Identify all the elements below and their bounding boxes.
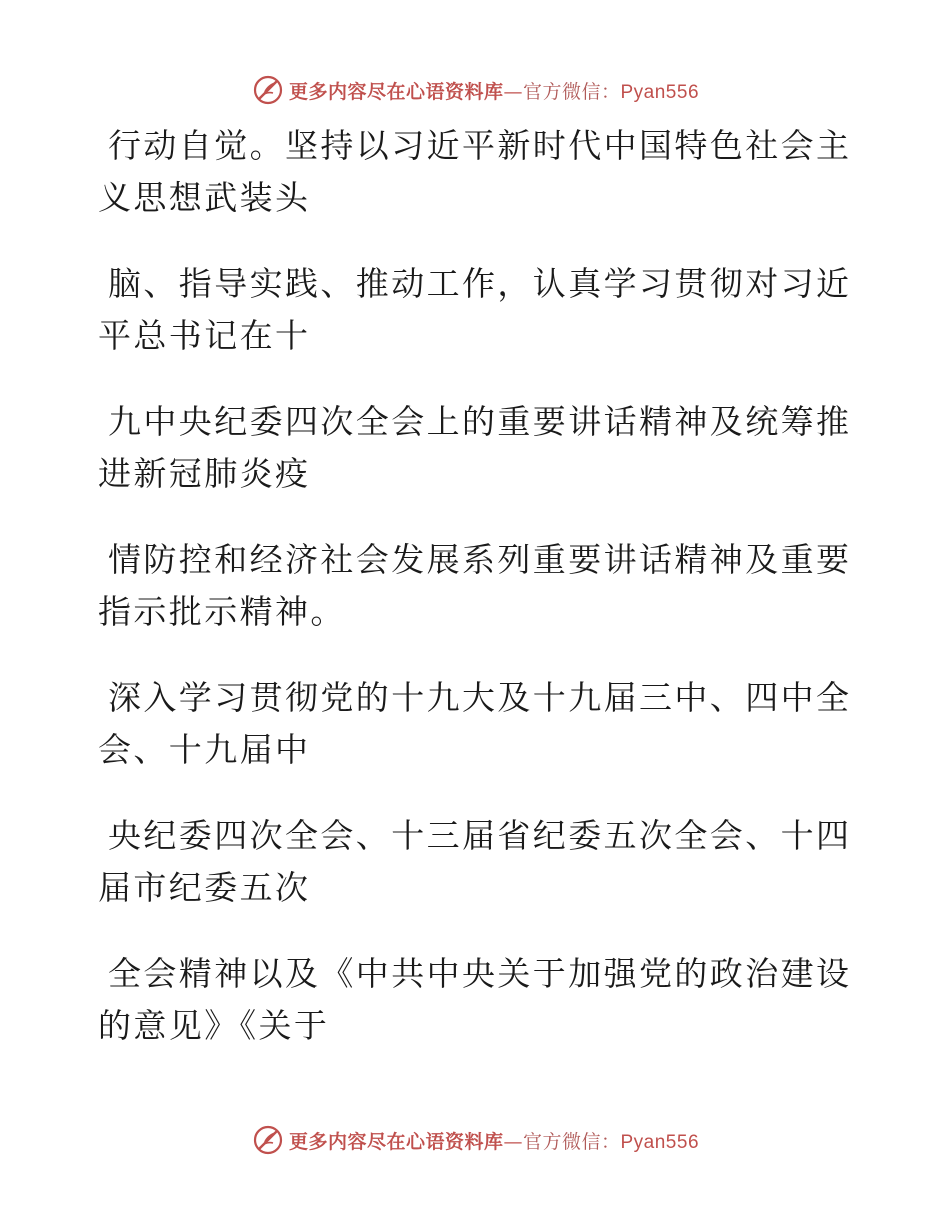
watermark-text — [289, 77, 699, 104]
paragraph-line: 进新冠肺炎疫 — [98, 454, 311, 493]
paragraph-line: 全会精神以及《中共中央关于加强党的政治建设 — [108, 954, 852, 993]
paragraph-line: 深入学习贯彻党的十九大及十九届三中、四中全 — [108, 678, 852, 717]
quill-logo-icon — [251, 1123, 285, 1157]
paragraph-line: 指示批示精神。 — [98, 592, 346, 631]
paragraph — [98, 948, 852, 1052]
quill-logo-icon — [251, 73, 285, 107]
document-body — [98, 120, 852, 1086]
watermark-main: 更多内容尽在心语资料库 — [288, 1130, 504, 1153]
paragraph-line: 义思想武装头 — [98, 178, 311, 217]
paragraph — [98, 810, 852, 914]
watermark-dash: — — [503, 1130, 523, 1153]
paragraph-line: 央纪委四次全会、十三届省纪委五次全会、十四 — [108, 816, 852, 855]
header-watermark — [0, 70, 950, 110]
watermark-id: Pyan556 — [620, 1131, 700, 1153]
footer-watermark — [0, 1120, 950, 1160]
paragraph-line: 脑、指导实践、推动工作，认真学习贯彻对习近 — [108, 264, 852, 303]
paragraph-line: 九中央纪委四次全会上的重要讲话精神及统筹推 — [108, 402, 852, 441]
paragraph-line: 届市纪委五次 — [98, 868, 311, 907]
paragraph — [98, 672, 852, 776]
paragraph-line: 行动自觉。坚持以习近平新时代中国特色社会主 — [108, 126, 852, 165]
paragraph — [98, 534, 852, 638]
paragraph — [98, 396, 852, 500]
watermark-main: 更多内容尽在心语资料库 — [288, 80, 504, 103]
watermark-sub: 官方微信： — [522, 80, 621, 103]
watermark-text — [289, 1127, 699, 1154]
paragraph-line: 的意见》《关于 — [98, 1006, 330, 1045]
watermark-id: Pyan556 — [620, 81, 700, 103]
paragraph-line: 会、十九届中 — [98, 730, 311, 769]
paragraph — [98, 120, 852, 224]
paragraph-line: 平总书记在十 — [98, 316, 311, 355]
paragraph-line: 情防控和经济社会发展系列重要讲话精神及重要 — [108, 540, 852, 579]
paragraph — [98, 258, 852, 362]
watermark-sub: 官方微信： — [522, 1130, 621, 1153]
watermark-dash: — — [503, 80, 523, 103]
